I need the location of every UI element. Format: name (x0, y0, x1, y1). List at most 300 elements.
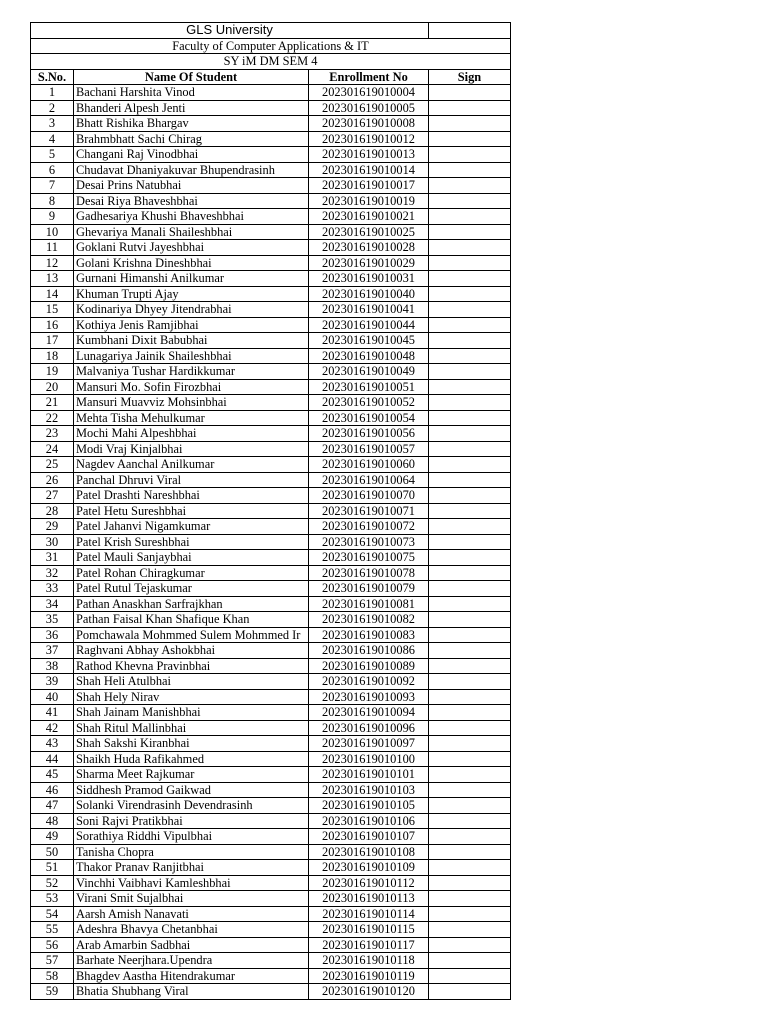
student-sign-cell (429, 984, 511, 1000)
student-enrollment: 202301619010044 (309, 317, 429, 333)
student-enrollment: 202301619010029 (309, 255, 429, 271)
student-enrollment: 202301619010081 (309, 596, 429, 612)
student-sign-cell (429, 658, 511, 674)
student-sno: 30 (31, 534, 74, 550)
student-name: Raghvani Abhay Ashokbhai (74, 643, 309, 659)
student-enrollment: 202301619010114 (309, 906, 429, 922)
student-sign-cell (429, 441, 511, 457)
student-name: Shah Ritul Mallinbhai (74, 720, 309, 736)
student-sign-cell (429, 705, 511, 721)
student-enrollment: 202301619010005 (309, 100, 429, 116)
student-sign-cell (429, 674, 511, 690)
student-enrollment: 202301619010004 (309, 85, 429, 101)
student-enrollment: 202301619010060 (309, 457, 429, 473)
student-sno: 45 (31, 767, 74, 783)
student-sno: 38 (31, 658, 74, 674)
table-row (31, 844, 511, 860)
student-name: Mochi Mahi Alpeshbhai (74, 426, 309, 442)
student-sign-cell (429, 255, 511, 271)
student-sign-cell (429, 736, 511, 752)
class-title: SY iM DM SEM 4 (31, 54, 511, 70)
student-name: Ghevariya Manali Shaileshbhai (74, 224, 309, 240)
student-name: Kothiya Jenis Ramjibhai (74, 317, 309, 333)
student-enrollment: 202301619010086 (309, 643, 429, 659)
student-enrollment: 202301619010120 (309, 984, 429, 1000)
student-sign-cell (429, 906, 511, 922)
student-enrollment: 202301619010013 (309, 147, 429, 163)
student-sign-cell (429, 333, 511, 349)
student-name: Malvaniya Tushar Hardikkumar (74, 364, 309, 380)
student-sno: 2 (31, 100, 74, 116)
student-sno: 10 (31, 224, 74, 240)
student-sign-cell (429, 798, 511, 814)
student-name: Lunagariya Jainik Shaileshbhai (74, 348, 309, 364)
student-sign-cell (429, 643, 511, 659)
table-row (31, 767, 511, 783)
student-name: Bachani Harshita Vinod (74, 85, 309, 101)
student-sno: 1 (31, 85, 74, 101)
student-sno: 5 (31, 147, 74, 163)
table-row (31, 441, 511, 457)
student-name: Aarsh Amish Nanavati (74, 906, 309, 922)
student-enrollment: 202301619010082 (309, 612, 429, 628)
student-sno: 13 (31, 271, 74, 287)
table-row (31, 410, 511, 426)
table-row (31, 968, 511, 984)
student-enrollment: 202301619010057 (309, 441, 429, 457)
col-header-sign: Sign (429, 69, 511, 85)
student-sno: 36 (31, 627, 74, 643)
student-sign-cell (429, 240, 511, 256)
student-enrollment: 202301619010078 (309, 565, 429, 581)
student-sign-cell (429, 302, 511, 318)
student-sno: 11 (31, 240, 74, 256)
student-sign-cell (429, 395, 511, 411)
table-row (31, 875, 511, 891)
table-row (31, 596, 511, 612)
student-sign-cell (429, 720, 511, 736)
student-enrollment: 202301619010089 (309, 658, 429, 674)
student-sign-cell (429, 922, 511, 938)
student-name: Shah Hely Nirav (74, 689, 309, 705)
student-sign-cell (429, 224, 511, 240)
student-sno: 4 (31, 131, 74, 147)
student-enrollment: 202301619010021 (309, 209, 429, 225)
table-row (31, 891, 511, 907)
student-sno: 17 (31, 333, 74, 349)
student-name: Gadhesariya Khushi Bhaveshbhai (74, 209, 309, 225)
table-row (31, 581, 511, 597)
student-sno: 59 (31, 984, 74, 1000)
university-title-row (31, 23, 511, 39)
student-sign-cell (429, 612, 511, 628)
table-row (31, 627, 511, 643)
student-sign-cell (429, 348, 511, 364)
student-enrollment: 202301619010045 (309, 333, 429, 349)
table-row (31, 178, 511, 194)
student-sno: 18 (31, 348, 74, 364)
table-row (31, 519, 511, 535)
student-name: Patel Rutul Tejaskumar (74, 581, 309, 597)
student-name: Bhanderi Alpesh Jenti (74, 100, 309, 116)
student-enrollment: 202301619010028 (309, 240, 429, 256)
student-enrollment: 202301619010113 (309, 891, 429, 907)
student-sno: 24 (31, 441, 74, 457)
student-sno: 51 (31, 860, 74, 876)
student-name: Patel Rohan Chiragkumar (74, 565, 309, 581)
student-name: Mansuri Muavviz Mohsinbhai (74, 395, 309, 411)
student-name: Siddhesh Pramod Gaikwad (74, 782, 309, 798)
student-sno: 22 (31, 410, 74, 426)
student-name: Modi Vraj Kinjalbhai (74, 441, 309, 457)
student-enrollment: 202301619010097 (309, 736, 429, 752)
student-name: Bhatt Rishika Bhargav (74, 116, 309, 132)
student-sno: 41 (31, 705, 74, 721)
student-name: Pathan Anaskhan Sarfrajkhan (74, 596, 309, 612)
table-row (31, 612, 511, 628)
student-sign-cell (429, 410, 511, 426)
table-row (31, 906, 511, 922)
student-sno: 53 (31, 891, 74, 907)
table-row (31, 271, 511, 287)
student-sno: 27 (31, 488, 74, 504)
student-sno: 33 (31, 581, 74, 597)
student-name: Solanki Virendrasinh Devendrasinh (74, 798, 309, 814)
student-name: Sharma Meet Rajkumar (74, 767, 309, 783)
student-name: Soni Rajvi Pratikbhai (74, 813, 309, 829)
student-name: Sorathiya Riddhi Vipulbhai (74, 829, 309, 845)
table-row (31, 131, 511, 147)
faculty-title-row (31, 38, 511, 54)
table-row (31, 162, 511, 178)
student-enrollment: 202301619010079 (309, 581, 429, 597)
student-sign-cell (429, 751, 511, 767)
student-sno: 16 (31, 317, 74, 333)
student-sign-cell (429, 519, 511, 535)
table-row (31, 348, 511, 364)
table-row (31, 860, 511, 876)
student-sign-cell (429, 457, 511, 473)
student-name: Thakor Pranav Ranjitbhai (74, 860, 309, 876)
student-sno: 6 (31, 162, 74, 178)
student-name: Virani Smit Sujalbhai (74, 891, 309, 907)
student-name: Golani Krishna Dineshbhai (74, 255, 309, 271)
col-header-enrollment: Enrollment No (309, 69, 429, 85)
student-enrollment: 202301619010118 (309, 953, 429, 969)
table-row (31, 798, 511, 814)
student-sign-cell (429, 488, 511, 504)
student-enrollment: 202301619010008 (309, 116, 429, 132)
student-sign-cell (429, 472, 511, 488)
student-enrollment: 202301619010083 (309, 627, 429, 643)
table-row (31, 302, 511, 318)
student-name: Bhatia Shubhang Viral (74, 984, 309, 1000)
student-enrollment: 202301619010115 (309, 922, 429, 938)
student-name: Nagdev Aanchal Anilkumar (74, 457, 309, 473)
student-enrollment: 202301619010112 (309, 875, 429, 891)
student-sno: 55 (31, 922, 74, 938)
student-enrollment: 202301619010056 (309, 426, 429, 442)
student-name: Arab Amarbin Sadbhai (74, 937, 309, 953)
student-name: Changani Raj Vinodbhai (74, 147, 309, 163)
student-name: Kumbhani Dixit Babubhai (74, 333, 309, 349)
student-sno: 21 (31, 395, 74, 411)
student-name: Mansuri Mo. Sofin Firozbhai (74, 379, 309, 395)
student-sno: 46 (31, 782, 74, 798)
student-sign-cell (429, 829, 511, 845)
student-name: Mehta Tisha Mehulkumar (74, 410, 309, 426)
student-sno: 56 (31, 937, 74, 953)
student-enrollment: 202301619010073 (309, 534, 429, 550)
student-enrollment: 202301619010070 (309, 488, 429, 504)
table-row (31, 100, 511, 116)
student-name: Patel Hetu Sureshbhai (74, 503, 309, 519)
table-row (31, 751, 511, 767)
student-sign-cell (429, 860, 511, 876)
student-enrollment: 202301619010108 (309, 844, 429, 860)
table-row (31, 503, 511, 519)
table-row (31, 937, 511, 953)
student-sign-cell (429, 426, 511, 442)
student-enrollment: 202301619010092 (309, 674, 429, 690)
student-enrollment: 202301619010025 (309, 224, 429, 240)
class-title-row (31, 54, 511, 70)
student-sign-cell (429, 147, 511, 163)
student-sno: 20 (31, 379, 74, 395)
table-row (31, 85, 511, 101)
student-sno: 25 (31, 457, 74, 473)
student-sign-cell (429, 813, 511, 829)
student-sno: 52 (31, 875, 74, 891)
table-row (31, 147, 511, 163)
table-row (31, 472, 511, 488)
table-row (31, 953, 511, 969)
student-sno: 54 (31, 906, 74, 922)
student-name: Patel Jahanvi Nigamkumar (74, 519, 309, 535)
table-row (31, 705, 511, 721)
student-name: Panchal Dhruvi Viral (74, 472, 309, 488)
student-sno: 23 (31, 426, 74, 442)
student-sno: 39 (31, 674, 74, 690)
student-name: Patel Drashti Nareshbhai (74, 488, 309, 504)
table-row (31, 457, 511, 473)
student-enrollment: 202301619010019 (309, 193, 429, 209)
student-enrollment: 202301619010048 (309, 348, 429, 364)
student-sno: 34 (31, 596, 74, 612)
student-enrollment: 202301619010051 (309, 379, 429, 395)
student-enrollment: 202301619010049 (309, 364, 429, 380)
student-enrollment: 202301619010014 (309, 162, 429, 178)
student-name: Goklani Rutvi Jayeshbhai (74, 240, 309, 256)
student-name: Shah Sakshi Kiranbhai (74, 736, 309, 752)
student-sno: 8 (31, 193, 74, 209)
student-name: Vinchhi Vaibhavi Kamleshbhai (74, 875, 309, 891)
table-row (31, 550, 511, 566)
table-row (31, 643, 511, 659)
student-sign-cell (429, 891, 511, 907)
student-sign-cell (429, 116, 511, 132)
student-enrollment: 202301619010100 (309, 751, 429, 767)
student-sign-cell (429, 689, 511, 705)
attendance-sheet (30, 22, 510, 1000)
table-row (31, 286, 511, 302)
student-sno: 14 (31, 286, 74, 302)
student-sign-cell (429, 131, 511, 147)
student-sign-cell (429, 627, 511, 643)
table-row (31, 395, 511, 411)
student-enrollment: 202301619010103 (309, 782, 429, 798)
student-sign-cell (429, 364, 511, 380)
student-enrollment: 202301619010012 (309, 131, 429, 147)
table-row (31, 689, 511, 705)
student-sign-cell (429, 209, 511, 225)
table-row (31, 364, 511, 380)
student-sno: 31 (31, 550, 74, 566)
student-sign-cell (429, 875, 511, 891)
student-sno: 43 (31, 736, 74, 752)
student-enrollment: 202301619010101 (309, 767, 429, 783)
student-name: Brahmbhatt Sachi Chirag (74, 131, 309, 147)
student-name: Adeshra Bhavya Chetanbhai (74, 922, 309, 938)
student-sign-cell (429, 968, 511, 984)
table-row (31, 333, 511, 349)
student-sign-cell (429, 286, 511, 302)
table-row (31, 829, 511, 845)
student-sno: 37 (31, 643, 74, 659)
student-enrollment: 202301619010075 (309, 550, 429, 566)
student-sno: 3 (31, 116, 74, 132)
student-sno: 29 (31, 519, 74, 535)
student-sno: 12 (31, 255, 74, 271)
student-sno: 50 (31, 844, 74, 860)
student-sign-cell (429, 550, 511, 566)
table-row (31, 534, 511, 550)
student-name: Shah Jainam Manishbhai (74, 705, 309, 721)
student-sno: 44 (31, 751, 74, 767)
table-row (31, 782, 511, 798)
student-sno: 58 (31, 968, 74, 984)
student-enrollment: 202301619010031 (309, 271, 429, 287)
student-name: Bhagdev Aastha Hitendrakumar (74, 968, 309, 984)
table-row (31, 255, 511, 271)
student-enrollment: 202301619010017 (309, 178, 429, 194)
student-sign-cell (429, 100, 511, 116)
student-name: Khuman Trupti Ajay (74, 286, 309, 302)
student-sign-cell (429, 85, 511, 101)
student-name: Rathod Khevna Pravinbhai (74, 658, 309, 674)
student-enrollment: 202301619010119 (309, 968, 429, 984)
student-sign-cell (429, 503, 511, 519)
student-name: Pathan Faisal Khan Shafique Khan (74, 612, 309, 628)
student-sno: 28 (31, 503, 74, 519)
student-name: Patel Mauli Sanjaybhai (74, 550, 309, 566)
student-sign-cell (429, 782, 511, 798)
student-name: Tanisha Chopra (74, 844, 309, 860)
faculty-title: Faculty of Computer Applications & IT (31, 38, 511, 54)
student-enrollment: 202301619010054 (309, 410, 429, 426)
student-sno: 26 (31, 472, 74, 488)
student-enrollment: 202301619010052 (309, 395, 429, 411)
title-filler (429, 23, 511, 39)
student-sign-cell (429, 271, 511, 287)
student-enrollment: 202301619010093 (309, 689, 429, 705)
student-sign-cell (429, 317, 511, 333)
table-row (31, 565, 511, 581)
student-enrollment: 202301619010096 (309, 720, 429, 736)
table-row (31, 379, 511, 395)
student-sign-cell (429, 162, 511, 178)
table-row (31, 736, 511, 752)
student-sno: 35 (31, 612, 74, 628)
attendance-table (30, 22, 511, 1000)
student-sign-cell (429, 178, 511, 194)
student-sno: 15 (31, 302, 74, 318)
table-row (31, 922, 511, 938)
col-header-sno: S.No. (31, 69, 74, 85)
student-enrollment: 202301619010041 (309, 302, 429, 318)
student-name: Shah Heli Atulbhai (74, 674, 309, 690)
student-sign-cell (429, 565, 511, 581)
student-enrollment: 202301619010071 (309, 503, 429, 519)
table-row (31, 984, 511, 1000)
student-name: Chudavat Dhaniyakuvar Bhupendrasinh (74, 162, 309, 178)
student-sno: 47 (31, 798, 74, 814)
student-enrollment: 202301619010109 (309, 860, 429, 876)
student-sign-cell (429, 937, 511, 953)
student-sign-cell (429, 379, 511, 395)
student-enrollment: 202301619010072 (309, 519, 429, 535)
table-row (31, 116, 511, 132)
student-sno: 57 (31, 953, 74, 969)
student-sno: 49 (31, 829, 74, 845)
student-sno: 32 (31, 565, 74, 581)
table-row (31, 488, 511, 504)
student-sno: 42 (31, 720, 74, 736)
table-row (31, 193, 511, 209)
table-row (31, 317, 511, 333)
col-header-name: Name Of Student (74, 69, 309, 85)
table-row (31, 720, 511, 736)
student-enrollment: 202301619010040 (309, 286, 429, 302)
student-name: Pomchawala Mohmmed Sulem Mohmmed Ir (74, 627, 309, 643)
student-name: Shaikh Huda Rafikahmed (74, 751, 309, 767)
student-enrollment: 202301619010106 (309, 813, 429, 829)
student-name: Gurnani Himanshi Anilkumar (74, 271, 309, 287)
student-name: Patel Krish Sureshbhai (74, 534, 309, 550)
university-title: GLS University (31, 23, 429, 39)
student-name: Barhate Neerjhara.Upendra (74, 953, 309, 969)
student-sign-cell (429, 193, 511, 209)
student-name: Desai Prins Natubhai (74, 178, 309, 194)
student-enrollment: 202301619010117 (309, 937, 429, 953)
table-row (31, 813, 511, 829)
student-sno: 48 (31, 813, 74, 829)
table-row (31, 224, 511, 240)
student-sign-cell (429, 534, 511, 550)
column-header-row (31, 69, 511, 85)
student-name: Desai Riya Bhaveshbhai (74, 193, 309, 209)
student-sno: 40 (31, 689, 74, 705)
student-name: Kodinariya Dhyey Jitendrabhai (74, 302, 309, 318)
student-enrollment: 202301619010105 (309, 798, 429, 814)
student-sign-cell (429, 953, 511, 969)
student-enrollment: 202301619010064 (309, 472, 429, 488)
student-sno: 19 (31, 364, 74, 380)
table-row (31, 658, 511, 674)
student-sign-cell (429, 596, 511, 612)
student-sign-cell (429, 581, 511, 597)
table-row (31, 209, 511, 225)
